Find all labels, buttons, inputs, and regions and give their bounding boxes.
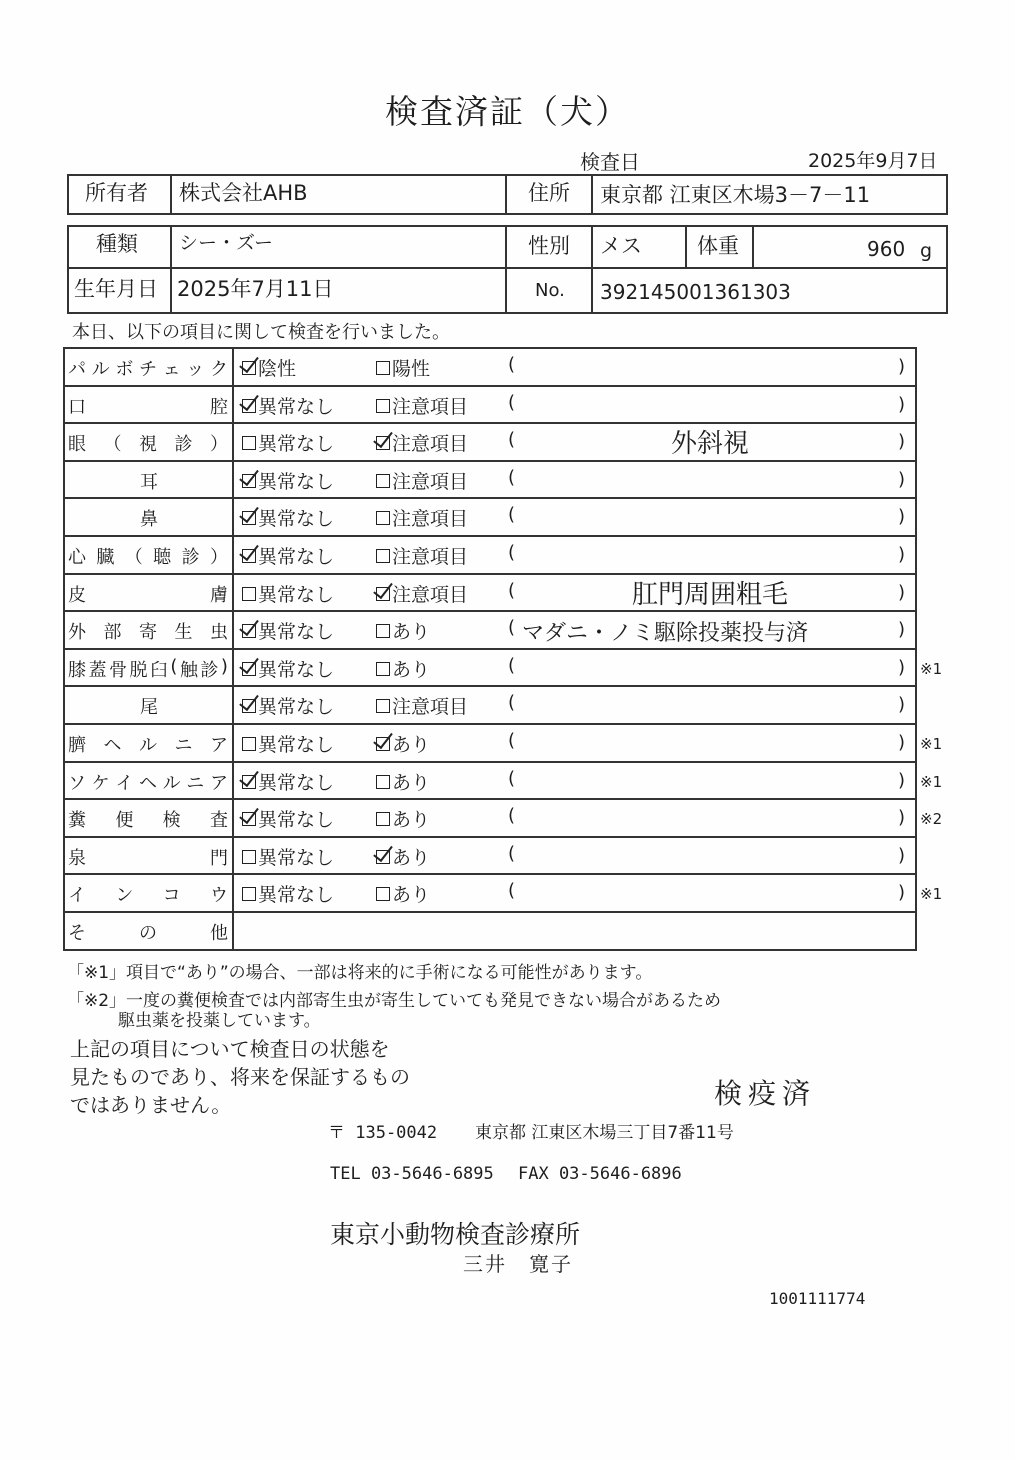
address-label: 住所 — [528, 181, 570, 205]
footnote-2: 「※2」一度の糞便検査では内部寄生虫が寄生していても発見できない場合があるため — [67, 991, 722, 1011]
fax: FAX 03-5646-6896 — [518, 1164, 682, 1184]
paren-close: ) — [898, 582, 906, 603]
checkbox — [376, 699, 390, 713]
clinic-address: 東京都 江東区木場三丁目7番11号 — [475, 1123, 734, 1143]
option-label: 注意項目 — [392, 508, 469, 530]
option-label: 異常なし — [258, 546, 335, 568]
option-label: 異常なし — [258, 809, 335, 831]
checkbox — [242, 699, 256, 713]
checkbox — [376, 812, 390, 826]
weight-value: 960 — [867, 237, 906, 261]
option-label: 異常なし — [258, 433, 335, 455]
item-label: 尾 — [140, 697, 158, 718]
paren-open: ( — [508, 429, 516, 450]
paren-open: ( — [508, 580, 516, 601]
item-label: 臍 ヘ ル ニ ア — [68, 735, 228, 756]
option-abnormal — [376, 392, 468, 419]
option-label: 異常なし — [258, 621, 335, 643]
checkbox — [242, 624, 256, 638]
checkbox — [376, 549, 390, 563]
item-label: ソ ケ イ ヘ ル ニ ア — [68, 773, 228, 794]
birth-label: 生年月日 — [74, 277, 158, 301]
paren-close: ) — [898, 770, 906, 791]
option-label: 注意項目 — [392, 546, 469, 568]
option-label: 注意項目 — [392, 696, 469, 718]
option-label: 注意項目 — [392, 584, 469, 606]
option-label: 異常なし — [258, 847, 335, 869]
paren-close: ) — [898, 694, 906, 715]
option-abnormal — [376, 880, 430, 907]
option-label: 注意項目 — [392, 396, 469, 418]
item-note: マダニ・ノミ駆除投薬投与済 — [522, 621, 809, 646]
item-note: 肛門周囲粗毛 — [631, 580, 788, 610]
number-label: No. — [535, 280, 565, 301]
checkbox — [242, 812, 256, 826]
option-normal — [242, 768, 334, 795]
option-label: 異常なし — [258, 508, 335, 530]
sex-value: メス — [600, 234, 642, 258]
checkbox — [242, 850, 256, 864]
option-label: 陽性 — [392, 358, 431, 380]
tel: TEL 03-5646-6895 — [330, 1164, 494, 1184]
breed-label: 種類 — [96, 232, 138, 256]
option-label: 異常なし — [258, 734, 335, 756]
exam-date: 2025年9月7日 — [808, 150, 938, 172]
option-abnormal — [376, 617, 430, 644]
item-label: イ ン コ ウ — [68, 885, 228, 906]
item-label: 糞 便 検 査 — [68, 810, 228, 831]
option-label: あり — [392, 621, 431, 643]
option-normal — [242, 467, 334, 494]
option-normal — [242, 617, 334, 644]
item-label: パ ル ボ チ ェ ッ ク — [68, 359, 228, 380]
checkbox — [242, 737, 256, 751]
option-abnormal — [376, 354, 430, 381]
option-abnormal — [376, 504, 468, 531]
intro-text: 本日、以下の項目に関して検査を行いました。 — [72, 322, 450, 343]
option-label: 異常なし — [258, 659, 335, 681]
quarantine-stamp: 検疫済 — [714, 1077, 817, 1110]
checkbox — [376, 662, 390, 676]
checkbox — [376, 737, 390, 751]
paren-open: ( — [508, 467, 516, 488]
paren-open: ( — [508, 354, 516, 375]
checkbox — [242, 887, 256, 901]
document-title: 検査済証（犬） — [385, 92, 630, 131]
checkbox — [242, 436, 256, 450]
option-normal — [242, 843, 334, 870]
footnote-1: 「※1」項目で“あり”の場合、一部は将来的に手術になる可能性があります。 — [67, 963, 653, 983]
address-value: 東京都 江東区木場3－7－11 — [600, 183, 871, 207]
postal-code: 〒 135-0042 — [328, 1123, 438, 1143]
paren-close: ) — [898, 431, 906, 452]
option-normal — [242, 655, 334, 682]
option-normal — [242, 880, 334, 907]
option-normal — [242, 392, 334, 419]
item-label: 耳 — [140, 472, 158, 493]
paren-close: ) — [898, 657, 906, 678]
paren-open: ( — [508, 542, 516, 563]
item-label: 泉 門 — [68, 848, 228, 869]
option-label: 異常なし — [258, 396, 335, 418]
footnote-mark: ※1 — [920, 885, 943, 903]
footnote-mark: ※1 — [920, 735, 943, 753]
option-label: あり — [392, 772, 431, 794]
paren-close: ) — [898, 807, 906, 828]
item-label: 皮 膚 — [68, 585, 228, 606]
declaration — [70, 1035, 410, 1119]
sex-label: 性別 — [528, 234, 570, 258]
paren-open: ( — [508, 392, 516, 413]
item-note: 外斜視 — [670, 429, 749, 459]
item-label: 鼻 — [140, 509, 158, 530]
option-abnormal — [376, 655, 430, 682]
option-label: 注意項目 — [392, 433, 469, 455]
paren-open: ( — [508, 692, 516, 713]
declaration-line: ではありません。 — [70, 1093, 232, 1117]
option-label: 陰性 — [258, 358, 297, 380]
breed-value: シー・ズー — [179, 232, 274, 254]
checkbox — [376, 436, 390, 450]
checkbox — [376, 850, 390, 864]
option-normal — [242, 805, 334, 832]
option-normal — [242, 730, 334, 757]
checkbox — [376, 399, 390, 413]
checkbox — [242, 587, 256, 601]
paren-open: ( — [508, 504, 516, 525]
option-label: 異常なし — [258, 696, 335, 718]
clinic-name: 東京小動物検査診療所 — [330, 1220, 581, 1249]
other-label: そ の 他 — [68, 923, 228, 944]
option-label: 異常なし — [258, 584, 335, 606]
option-normal — [242, 354, 296, 381]
item-label: 心 臓 （ 聴 診 ） — [68, 547, 228, 568]
item-label: 外 部 寄 生 虫 — [68, 622, 228, 643]
option-label: 異常なし — [258, 884, 335, 906]
footnote-2-cont: 駆虫薬を投薬しています。 — [118, 1011, 321, 1031]
option-abnormal — [376, 542, 468, 569]
option-normal — [242, 692, 334, 719]
paren-open: ( — [508, 730, 516, 751]
weight-unit: g — [920, 240, 933, 262]
paren-close: ) — [898, 882, 906, 903]
option-abnormal — [376, 580, 468, 607]
checkbox — [376, 887, 390, 901]
checkbox — [242, 474, 256, 488]
item-label: 口 腔 — [68, 397, 228, 418]
checkbox — [376, 511, 390, 525]
paren-open: ( — [508, 617, 516, 638]
option-abnormal — [376, 692, 468, 719]
paren-open: ( — [508, 768, 516, 789]
paren-close: ) — [898, 506, 906, 527]
paren-close: ) — [898, 619, 906, 640]
option-abnormal — [376, 730, 430, 757]
option-label: 異常なし — [258, 471, 335, 493]
option-normal — [242, 429, 334, 456]
option-abnormal — [376, 429, 468, 456]
number-value: 392145001361303 — [600, 280, 791, 304]
exam-date-label: 検査日 — [580, 150, 640, 174]
checkbox — [376, 361, 390, 375]
checkbox — [242, 399, 256, 413]
paren-close: ) — [898, 394, 906, 415]
checkbox — [376, 624, 390, 638]
paren-close: ) — [898, 544, 906, 565]
birth-value: 2025年7月11日 — [177, 277, 334, 301]
paren-close: ) — [898, 469, 906, 490]
option-label: 注意項目 — [392, 471, 469, 493]
checkbox — [242, 775, 256, 789]
paren-close: ) — [898, 845, 906, 866]
footnote-mark: ※1 — [920, 773, 943, 791]
paren-open: ( — [508, 655, 516, 676]
footnote-mark: ※2 — [920, 810, 943, 828]
paren-close: ) — [898, 356, 906, 377]
option-abnormal — [376, 467, 468, 494]
option-label: あり — [392, 847, 431, 869]
option-label: あり — [392, 809, 431, 831]
checkbox — [242, 549, 256, 563]
owner-label: 所有者 — [85, 181, 148, 205]
paren-open: ( — [508, 805, 516, 826]
option-label: 異常なし — [258, 772, 335, 794]
checkbox — [242, 361, 256, 375]
paren-open: ( — [508, 843, 516, 864]
checkbox — [242, 511, 256, 525]
checkbox — [376, 587, 390, 601]
paren-close: ) — [898, 732, 906, 753]
option-normal — [242, 504, 334, 531]
declaration-line: 見たものであり、将来を保証するもの — [70, 1065, 410, 1089]
option-label: あり — [392, 659, 431, 681]
option-normal — [242, 542, 334, 569]
checkbox — [376, 775, 390, 789]
weight-label: 体重 — [697, 234, 739, 258]
option-label: あり — [392, 734, 431, 756]
option-label: あり — [392, 884, 431, 906]
checkbox — [242, 662, 256, 676]
veterinarian-name: 三井 寛子 — [463, 1252, 573, 1276]
option-normal — [242, 580, 334, 607]
serial-number: 1001111774 — [769, 1289, 866, 1308]
paren-open: ( — [508, 880, 516, 901]
option-abnormal — [376, 843, 430, 870]
checkbox — [376, 474, 390, 488]
item-label: 眼 （ 視 診 ） — [68, 434, 228, 455]
footnote-mark: ※1 — [920, 660, 943, 678]
owner-value: 株式会社AHB — [179, 181, 308, 205]
item-label: 膝 蓋 骨 脱 臼 ( 触 診 ) — [68, 656, 228, 681]
option-abnormal — [376, 805, 430, 832]
option-abnormal — [376, 768, 430, 795]
declaration-line: 上記の項目について検査日の状態を — [70, 1037, 390, 1061]
